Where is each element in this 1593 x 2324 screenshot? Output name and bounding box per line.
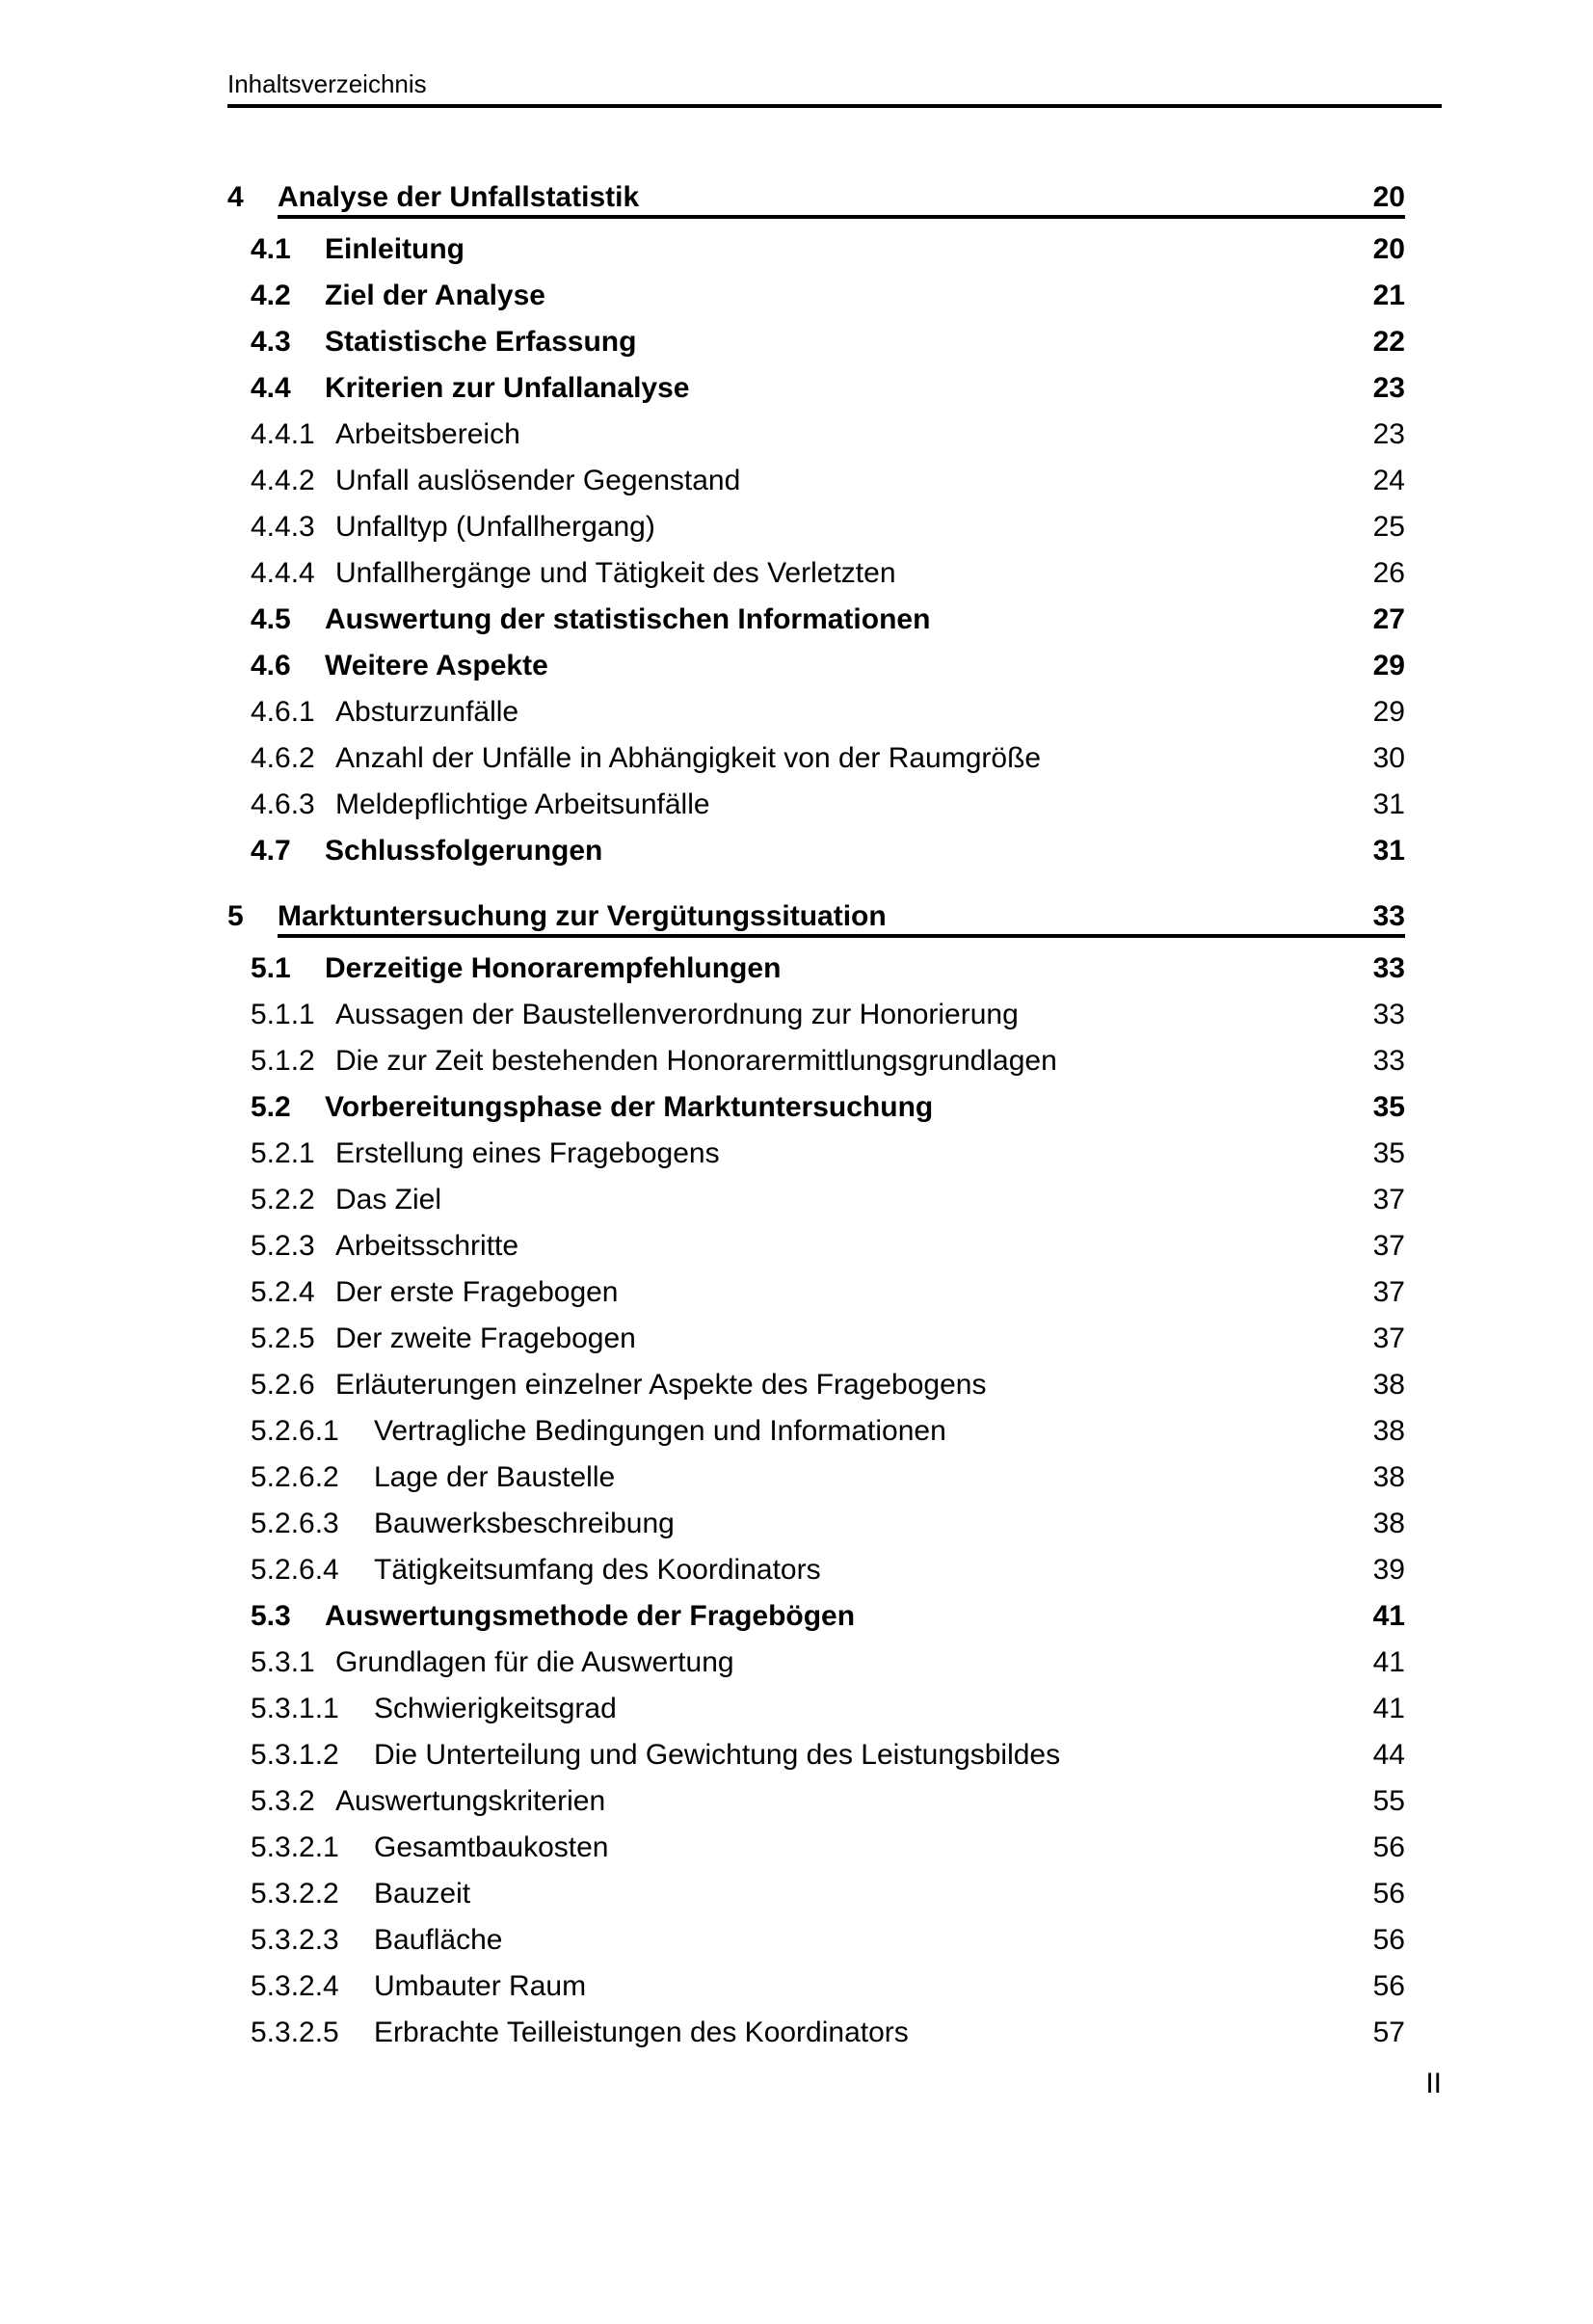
toc-entry-number: 4.6 <box>251 650 291 681</box>
toc-entry-number: 5.3.2.2 <box>251 1878 339 1910</box>
page-header <box>227 69 1442 108</box>
toc-entry-title: Auswertungsmethode der Fragebögen <box>325 1600 856 1632</box>
toc-entry-4-5 <box>227 603 1442 650</box>
toc-entry-title: Meldepflichtige Arbeitsunfälle <box>335 788 710 820</box>
toc-entry-4-7 <box>227 835 1442 881</box>
toc-entry-title: Vertragliche Bedingungen und Informationen <box>374 1415 946 1447</box>
toc-entry-page: 33 <box>1372 952 1405 984</box>
toc-entry-number: 4 <box>227 181 244 213</box>
toc-entry-5-2-6-2 <box>227 1461 1442 1508</box>
toc-entry-title: Vorbereitungsphase der Marktuntersuchung <box>325 1091 934 1123</box>
toc-entry-number: 5.1 <box>251 952 291 984</box>
toc-entry-5-2-4 <box>227 1276 1442 1322</box>
toc-entry-5-3-1-2 <box>227 1739 1442 1785</box>
toc-entry-5-1-1 <box>227 999 1442 1045</box>
toc-entry-number: 5.3.2.3 <box>251 1924 339 1956</box>
toc-list <box>227 181 1442 2063</box>
toc-entry-page: 55 <box>1372 1785 1405 1817</box>
toc-entry-5-2-5 <box>227 1322 1442 1369</box>
toc-entry-page: 31 <box>1372 788 1405 820</box>
toc-entry-page: 24 <box>1372 465 1405 496</box>
toc-entry-title: Der zweite Fragebogen <box>335 1322 636 1354</box>
toc-entry-number: 4.4.1 <box>251 418 315 450</box>
toc-entry-5-2-6-1 <box>227 1415 1442 1461</box>
toc-entry-5-3 <box>227 1600 1442 1646</box>
toc-entry-5-3-2 <box>227 1785 1442 1831</box>
toc-entry-5-3-1 <box>227 1646 1442 1693</box>
toc-entry-number: 5.2.6.4 <box>251 1554 339 1586</box>
toc-entry-page: 41 <box>1372 1693 1405 1724</box>
toc-entry-title: Auswertung der statistischen Informationen <box>325 603 931 635</box>
toc-entry-page: 20 <box>1372 233 1405 265</box>
toc-entry-4-6-3 <box>227 788 1442 835</box>
toc-entry-title: Der erste Fragebogen <box>335 1276 619 1308</box>
toc-entry-title: Baufläche <box>374 1924 503 1956</box>
toc-entry-number: 5.3 <box>251 1600 291 1632</box>
toc-entry-title: Schlussfolgerungen <box>325 835 603 867</box>
toc-entry-5-3-2-4 <box>227 1970 1442 2017</box>
toc-entry-4-6-1 <box>227 696 1442 742</box>
toc-entry-page: 30 <box>1372 742 1405 774</box>
toc-entry-number: 4.4.4 <box>251 557 315 589</box>
toc-entry-title: Arbeitsbereich <box>335 418 520 450</box>
toc-entry-title: Bauzeit <box>374 1878 471 1910</box>
toc-entry-title: Gesamtbaukosten <box>374 1831 609 1863</box>
toc-entry-number: 5.1.2 <box>251 1045 315 1077</box>
toc-entry-page: 37 <box>1372 1230 1405 1262</box>
toc-entry-title: Erstellung eines Fragebogens <box>335 1137 720 1169</box>
page-footer <box>227 2067 1442 2101</box>
toc-entry-page: 26 <box>1372 557 1405 589</box>
toc-chapter-underline-group <box>278 900 1405 938</box>
toc-entry-number: 4.4.2 <box>251 465 315 496</box>
toc-entry-number: 5.2.6.1 <box>251 1415 339 1447</box>
toc-entry-number: 5.2.2 <box>251 1184 315 1215</box>
toc-entry-page: 38 <box>1372 1369 1405 1401</box>
toc-entry-title: Erläuterungen einzelner Aspekte des Fragebogens <box>335 1369 987 1401</box>
toc-entry-page: 37 <box>1372 1276 1405 1308</box>
toc-entry-page: 33 <box>1372 900 1405 932</box>
toc-entry-4-4-2 <box>227 465 1442 511</box>
toc-entry-page: 41 <box>1372 1600 1405 1632</box>
toc-entry-page: 38 <box>1372 1461 1405 1493</box>
toc-entry-number: 4.7 <box>251 835 291 867</box>
toc-entry-page: 39 <box>1372 1554 1405 1586</box>
toc-entry-title: Unfallhergänge und Tätigkeit des Verletzten <box>335 557 896 589</box>
toc-entry-title: Das Ziel <box>335 1184 442 1215</box>
toc-entry-title: Kriterien zur Unfallanalyse <box>325 372 690 404</box>
toc-entry-title: Schwierigkeitsgrad <box>374 1693 617 1724</box>
toc-entry-number: 5.2.5 <box>251 1322 315 1354</box>
toc-entry-4-4-3 <box>227 511 1442 557</box>
toc-entry-page: 44 <box>1372 1739 1405 1771</box>
toc-entry-page: 23 <box>1372 418 1405 450</box>
toc-entry-5-3-1-1 <box>227 1693 1442 1739</box>
toc-entry-number: 4.3 <box>251 326 291 358</box>
toc-entry-number: 5.2.3 <box>251 1230 315 1262</box>
toc-entry-5-1-2 <box>227 1045 1442 1091</box>
toc-entry-title: Grundlagen für die Auswertung <box>335 1646 734 1678</box>
toc-entry-4-2 <box>227 280 1442 326</box>
toc-entry-number: 5 <box>227 900 244 932</box>
toc-entry-4-1 <box>227 233 1442 280</box>
toc-entry-number: 4.4 <box>251 372 291 404</box>
toc-entry-number: 4.1 <box>251 233 291 265</box>
toc-entry-number: 5.3.1.2 <box>251 1739 339 1771</box>
toc-entry-number: 5.2.6.2 <box>251 1461 339 1493</box>
toc-entry-title: Aussagen der Baustellenverordnung zur Honorierung <box>335 999 1019 1030</box>
toc-entry-title: Statistische Erfassung <box>325 326 637 358</box>
toc-entry-title: Tätigkeitsumfang des Koordinators <box>374 1554 821 1586</box>
toc-entry-page: 31 <box>1372 835 1405 867</box>
toc-entry-title: Bauwerksbeschreibung <box>374 1508 675 1539</box>
toc-entry-number: 5.3.2.1 <box>251 1831 339 1863</box>
toc-entry-5 <box>227 900 1442 947</box>
toc-entry-page: 33 <box>1372 999 1405 1030</box>
toc-entry-5-2-1 <box>227 1137 1442 1184</box>
toc-entry-5-2-6 <box>227 1369 1442 1415</box>
toc-entry-5-3-2-5 <box>227 2017 1442 2063</box>
toc-entry-page: 37 <box>1372 1322 1405 1354</box>
toc-entry-number: 5.1.1 <box>251 999 315 1030</box>
toc-entry-4-3 <box>227 326 1442 372</box>
toc-entry-number: 4.6.3 <box>251 788 315 820</box>
toc-entry-number: 5.3.2.5 <box>251 2017 339 2048</box>
toc-entry-page: 37 <box>1372 1184 1405 1215</box>
toc-entry-page: 35 <box>1372 1091 1405 1123</box>
toc-entry-title: Unfalltyp (Unfallhergang) <box>335 511 655 543</box>
toc-entry-page: 25 <box>1372 511 1405 543</box>
toc-entry-title: Arbeitsschritte <box>335 1230 519 1262</box>
toc-entry-title: Ziel der Analyse <box>325 280 545 311</box>
toc-entry-title: Anzahl der Unfälle in Abhängigkeit von der Raumgröße <box>335 742 1042 774</box>
toc-entry-page: 29 <box>1372 650 1405 681</box>
toc-entry-number: 5.2.4 <box>251 1276 315 1308</box>
document-page <box>227 69 1442 2101</box>
toc-entry-title: Auswertungskriterien <box>335 1785 606 1817</box>
toc-entry-title: Einleitung <box>325 233 465 265</box>
toc-entry-page: 35 <box>1372 1137 1405 1169</box>
toc-entry-number: 5.2.6 <box>251 1369 315 1401</box>
toc-entry-title: Absturzunfälle <box>335 696 519 728</box>
toc-entry-page: 20 <box>1372 181 1405 213</box>
toc-entry-page: 22 <box>1372 326 1405 358</box>
toc-entry-page: 23 <box>1372 372 1405 404</box>
toc-entry-page: 21 <box>1372 280 1405 311</box>
toc-entry-5-2-3 <box>227 1230 1442 1276</box>
toc-entry-5-3-2-1 <box>227 1831 1442 1878</box>
toc-entry-number: 5.3.2 <box>251 1785 315 1817</box>
toc-entry-5-1 <box>227 952 1442 999</box>
toc-entry-page: 56 <box>1372 1831 1405 1863</box>
toc-entry-number: 5.3.2.4 <box>251 1970 339 2002</box>
toc-entry-5-2-2 <box>227 1184 1442 1230</box>
toc-entry-title: Unfall auslösender Gegenstand <box>335 465 741 496</box>
toc-entry-number: 5.2.6.3 <box>251 1508 339 1539</box>
toc-entry-5-3-2-2 <box>227 1878 1442 1924</box>
toc-entry-title: Umbauter Raum <box>374 1970 587 2002</box>
page-number: II <box>1425 2068 1442 2099</box>
toc-entry-number: 5.2 <box>251 1091 291 1123</box>
toc-entry-page: 56 <box>1372 1970 1405 2002</box>
toc-chapter-underline-group <box>278 181 1405 219</box>
toc-entry-page: 38 <box>1372 1415 1405 1447</box>
toc-entry-page: 38 <box>1372 1508 1405 1539</box>
toc-entry-page: 41 <box>1372 1646 1405 1678</box>
toc-entry-page: 57 <box>1372 2017 1405 2048</box>
toc-entry-number: 4.6.1 <box>251 696 315 728</box>
toc-entry-number: 4.2 <box>251 280 291 311</box>
toc-entry-page: 56 <box>1372 1924 1405 1956</box>
toc-entry-4-6 <box>227 650 1442 696</box>
toc-entry-5-2 <box>227 1091 1442 1137</box>
toc-entry-4-4-1 <box>227 418 1442 465</box>
toc-entry-number: 4.5 <box>251 603 291 635</box>
toc-entry-page: 27 <box>1372 603 1405 635</box>
toc-entry-title: Weitere Aspekte <box>325 650 548 681</box>
toc-entry-number: 4.4.3 <box>251 511 315 543</box>
toc-entry-title: Die zur Zeit bestehenden Honorarermittlungsgrundlagen <box>335 1045 1057 1077</box>
toc-entry-title: Lage der Baustelle <box>374 1461 616 1493</box>
toc-entry-4-4-4 <box>227 557 1442 603</box>
toc-entry-page: 29 <box>1372 696 1405 728</box>
toc-entry-4-4 <box>227 372 1442 418</box>
toc-entry-title: Derzeitige Honorarempfehlungen <box>325 952 782 984</box>
toc-entry-title: Marktuntersuchung zur Vergütungssituation <box>278 900 887 932</box>
toc-entry-4 <box>227 181 1442 227</box>
toc-entry-title: Analyse der Unfallstatistik <box>278 181 640 213</box>
toc-entry-5-2-6-4 <box>227 1554 1442 1600</box>
toc-entry-5-3-2-3 <box>227 1924 1442 1970</box>
toc-entry-number: 5.3.1.1 <box>251 1693 339 1724</box>
toc-entry-5-2-6-3 <box>227 1508 1442 1554</box>
toc-entry-title: Die Unterteilung und Gewichtung des Leistungsbildes <box>374 1739 1061 1771</box>
toc-entry-number: 4.6.2 <box>251 742 315 774</box>
page-header-title: Inhaltsverzeichnis <box>227 69 427 98</box>
toc-entry-page: 56 <box>1372 1878 1405 1910</box>
toc-entry-title: Erbrachte Teilleistungen des Koordinators <box>374 2017 909 2048</box>
toc-entry-4-6-2 <box>227 742 1442 788</box>
toc-entry-number: 5.2.1 <box>251 1137 315 1169</box>
toc-entry-number: 5.3.1 <box>251 1646 315 1678</box>
toc-entry-page: 33 <box>1372 1045 1405 1077</box>
